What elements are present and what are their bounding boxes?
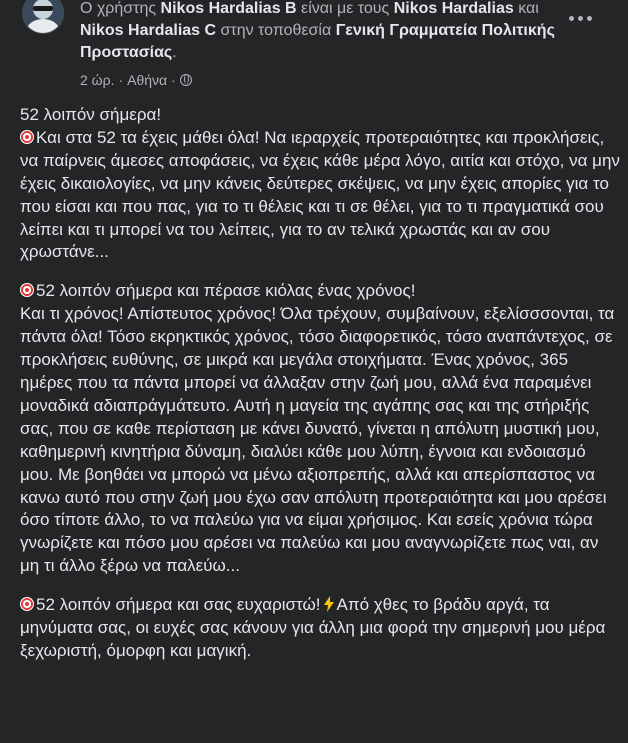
post-meta <box>80 72 192 88</box>
paragraph-1 <box>20 104 620 264</box>
author-avatar[interactable] <box>22 0 64 34</box>
header-with-text: είναι με τους <box>296 0 394 17</box>
post-header-text <box>80 0 560 64</box>
paragraph-2 <box>20 280 620 578</box>
post-timestamp-link[interactable]: 2 ώρ. <box>80 72 115 88</box>
lightning-icon <box>323 596 335 612</box>
paragraph-1-text: Και στα 52 τα έχεις μάθει όλα! Να ιεραρχείς προτεραιότητες και προκλήσεις, να παίρνεις άμεσες αποφάσεις, να έχεις κάθε μέρα λόγο, αιτία και στόχο, να μην έχεις δικαιολογίες, να μην κάνεις δεύτερες σκέψεις, να μην έχεις απορίες για το που είσαι και που πας, για το τι θέλεις και τι σε θέλει, για το τι πραγματικά σου λείπει και τι μπορεί να του λείπεις, για το αν τελικά χρωστάς και αν σου χρωστάνε... <box>20 127 620 262</box>
header-end: . <box>172 44 177 61</box>
paragraph-1-heading: 52 λοιπόν σήμερα! <box>20 105 162 124</box>
header-at-text: στην τοποθεσία <box>216 22 336 39</box>
post-place: Αθήνα <box>127 72 168 88</box>
meta-separator-2: · <box>171 72 176 88</box>
post-options-button[interactable] <box>562 4 598 32</box>
header-prefix: Ο χρήστης <box>80 0 161 17</box>
paragraph-3-text: Από χθες το βράδυ αργά, τα μηνύματα σας, οι ευχές σας κάνουν για άλλη μια φορά την σημερινή μου μέρα ξεχωριστή, όμορφη και μαγική. <box>20 595 606 660</box>
author-name-link[interactable]: Nikos Hardalias B <box>160 0 297 17</box>
location-link[interactable]: Γενική Γραμματεία Πολιτικής Προστασίας <box>80 22 555 61</box>
direct-hit-icon <box>20 283 34 297</box>
direct-hit-icon <box>20 130 34 144</box>
meta-separator: · <box>118 72 124 88</box>
paragraph-2-text: Και τι χρόνος! Απίστευτος χρόνος! Όλα τρέχουν, συμβαίνουν, εξελίσσσονται, τα πάντα όλα! Τόσο εκρηκτικός χρόνος, τόσο διαφορετικός, τόσο αναπάντεχος, σε προκλήσεις ευθύνης, σε μικρά και μεγάλα στοιχήματα. Ένας χρόνος, 365 ημέρες που τα πάντα μπορεί να άλλαξαν στην ζωή μου, αλλά ένα παραμένει μοναδικά αδιαπράγμάτευτο. Αυτή η μαγεία της αγάπης σας και της στήριξής σας, που σε καθε περίσταση με κάνει δυνατό, γίνεται η απόλυτη μυστική μου, καθημερινή κινητήρια δύναμη, διαλύει κάθε μου λύπη, έγνοια και ενδοιασμό μου. Με βοηθάει να μπορώ να μένω αξιοπρεπής, αλλά και απερίσπαστος να κανω αυτό που στην ζωή μου έχω σαν απόλυτη προτεραιότητα και μου αρέσει όσο τίποτε άλλο, το να παλεύω για να είμαι χρήσιμος. Και εσείς χρόνια τώρα γνωρίζετε και πόσο μου αρέσει να παλεύω και μου αναγνωρίζετε πως ναι, αν μη τι άλλο ξέρω να παλεύω... <box>20 304 615 576</box>
header-and-text: και <box>513 0 539 17</box>
paragraph-2-heading: 52 λοιπόν σήμερα και πέρασε κιόλας ένας χρόνος! <box>36 281 416 301</box>
paragraph-3 <box>20 594 620 663</box>
post-header <box>0 0 628 100</box>
direct-hit-icon <box>20 597 34 611</box>
globe-icon <box>180 74 192 86</box>
paragraph-3-heading: 52 λοιπόν σήμερα και σας ευχαριστώ! <box>36 595 321 615</box>
post-body <box>20 104 620 679</box>
tagged-user-2-link[interactable]: Nikos Hardalias C <box>80 22 217 39</box>
more-dots-icon <box>569 16 592 21</box>
tagged-user-1-link[interactable]: Nikos Hardalias <box>393 0 514 17</box>
